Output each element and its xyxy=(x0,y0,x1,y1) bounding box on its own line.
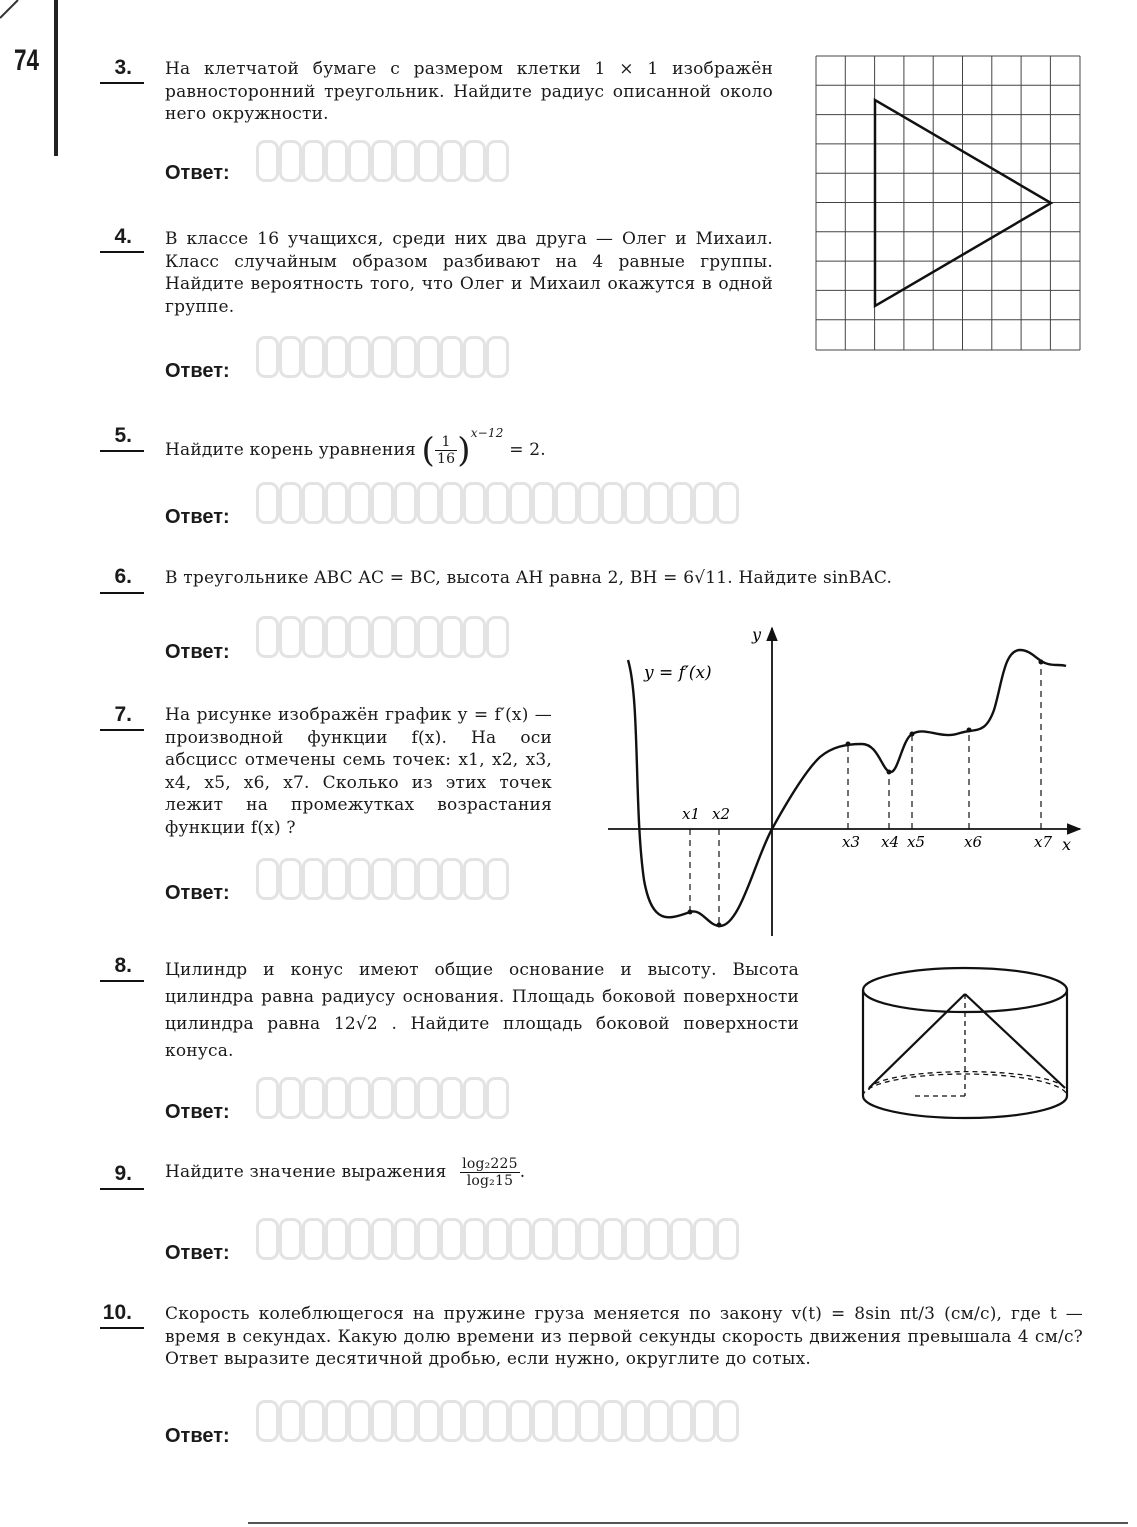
task-10-answer-field[interactable] xyxy=(256,1400,739,1442)
task-5-exponent: x−12 xyxy=(470,426,504,440)
task-9-text-before: Найдите значение выражения xyxy=(165,1162,447,1182)
task-4-number: 4. xyxy=(114,225,132,248)
task-9-fraction: $\frac{\text{log₂225}}{\text{log₂15}}$ xyxy=(462,1156,518,1189)
task-5-number: 5. xyxy=(114,424,132,447)
task-5-text-before: Найдите корень уравнения xyxy=(165,440,416,460)
task-6-answer-field[interactable] xyxy=(256,616,509,658)
task-7-underline xyxy=(100,729,144,731)
task-8-text: Цилиндр и конус имеют общие основание и высоту. Высота цилиндра равна радиусу основания. Площадь боковой поверхности цилиндра равна 12√2 . Найдите площадь боковой поверхности конуса. xyxy=(165,960,799,1061)
label-x7: x7 xyxy=(1034,833,1053,851)
task-4-answer-field[interactable] xyxy=(256,336,509,378)
task-3-text: На клетчатой бумаге с размером клетки 1 × 1 изображён равносторонний треугольник. Найдите радиус описанной около него окружности. xyxy=(165,59,773,124)
grid-lines xyxy=(816,56,1080,350)
task-4-text: В классе 16 учащихся, среди них два друга — Олег и Михаил. Класс случайным образом разбивают на 4 равные группы. Найдите вероятность того, что Олег и Михаил окажутся в одной группе. xyxy=(165,229,773,317)
task-10-underline xyxy=(100,1327,144,1329)
task-10-text: Скорость колеблющегося на пружине груза меняется по закону v(t) = 8sin πt/3 (см/с), где t — время в секундах. Какую долю времени из первой секунды скорость движения превышала 4 см/с? Ответ выразите десятичной дробью, если нужно, округлите до сотых. xyxy=(165,1304,1083,1369)
task-6-number: 6. xyxy=(114,565,132,588)
task-6-underline xyxy=(100,592,144,594)
task-3-answer-field[interactable] xyxy=(256,140,509,182)
point-labels xyxy=(682,805,1052,851)
task-5-underline xyxy=(100,450,144,452)
task-5-fraction: $\frac{1}{16}$ xyxy=(437,434,456,467)
point-guides xyxy=(690,662,1041,925)
label-x5: x5 xyxy=(907,833,926,851)
task-7-text: На рисунке изображён график y = f′(x) — производной функции f(x). На оси абсцисс отмечены семь точек: x1, x2, x3, x4, x5, x6, x7. Сколько из этих точек лежит на промежутках возрастания функции f(x) ? xyxy=(165,705,552,838)
task-7-answer-field[interactable] xyxy=(256,858,509,900)
y-axis-label: y xyxy=(752,625,762,644)
x-axis-label: x xyxy=(1062,835,1072,854)
task-7-answer-label: Ответ: xyxy=(165,882,230,904)
task-8-underline xyxy=(100,980,144,982)
task-8-answer-label: Ответ: xyxy=(165,1101,230,1123)
task-7-number: 7. xyxy=(114,703,132,726)
task-5-answer-label: Ответ: xyxy=(165,506,230,528)
label-x3: x3 xyxy=(842,833,861,851)
task-5-answer-field[interactable] xyxy=(256,482,739,524)
label-x6: x6 xyxy=(964,833,983,851)
task-10-number: 10. xyxy=(102,1301,132,1324)
label-x1: x1 xyxy=(682,805,701,823)
margin-rule xyxy=(54,0,58,156)
cylinder-bottom-front xyxy=(863,1096,1067,1118)
grid-triangle-figure xyxy=(814,54,1082,354)
label-x2: x2 xyxy=(712,805,731,823)
task-9-text-after: . xyxy=(519,1162,526,1182)
task-9-answer-label: Ответ: xyxy=(165,1242,230,1264)
derivative-curve xyxy=(628,650,1066,926)
cylinder-cone-figure xyxy=(855,960,1085,1122)
task-9-text xyxy=(165,1156,785,1189)
curve-label: y = f′(x) xyxy=(644,663,712,683)
page-number: 74 xyxy=(14,44,40,77)
task-5-text-after: = 2. xyxy=(509,440,546,460)
bottom-rule xyxy=(248,1522,1128,1524)
task-8-answer-field[interactable] xyxy=(256,1077,509,1119)
task-9-underline xyxy=(100,1188,144,1190)
task-4-underline xyxy=(100,251,144,253)
task-5-text: Найдите корень уравнения ( $\frac{1}{16}$ )$^{x-12}$ = 2. xyxy=(165,426,546,471)
task-3-number: 3. xyxy=(114,56,132,79)
task-3-underline xyxy=(100,82,144,84)
page-corner-mark xyxy=(0,0,20,20)
task-9-number: 9. xyxy=(114,1162,132,1185)
task-6-text: В треугольнике ABC AC = BC, высота AH равна 2, BH = 6√11. Найдите sinBAC. xyxy=(165,568,893,588)
task-6-answer-label: Ответ: xyxy=(165,641,230,663)
derivative-graph xyxy=(600,620,1090,940)
task-8-number: 8. xyxy=(114,954,132,977)
task-3-answer-label: Ответ: xyxy=(165,162,230,184)
task-10-answer-label: Ответ: xyxy=(165,1425,230,1447)
cone-right-edge xyxy=(965,994,1065,1088)
task-9-answer-field[interactable] xyxy=(256,1218,739,1260)
curve-points xyxy=(688,660,1044,928)
label-x4: x4 xyxy=(881,833,900,851)
task-4-answer-label: Ответ: xyxy=(165,360,230,382)
